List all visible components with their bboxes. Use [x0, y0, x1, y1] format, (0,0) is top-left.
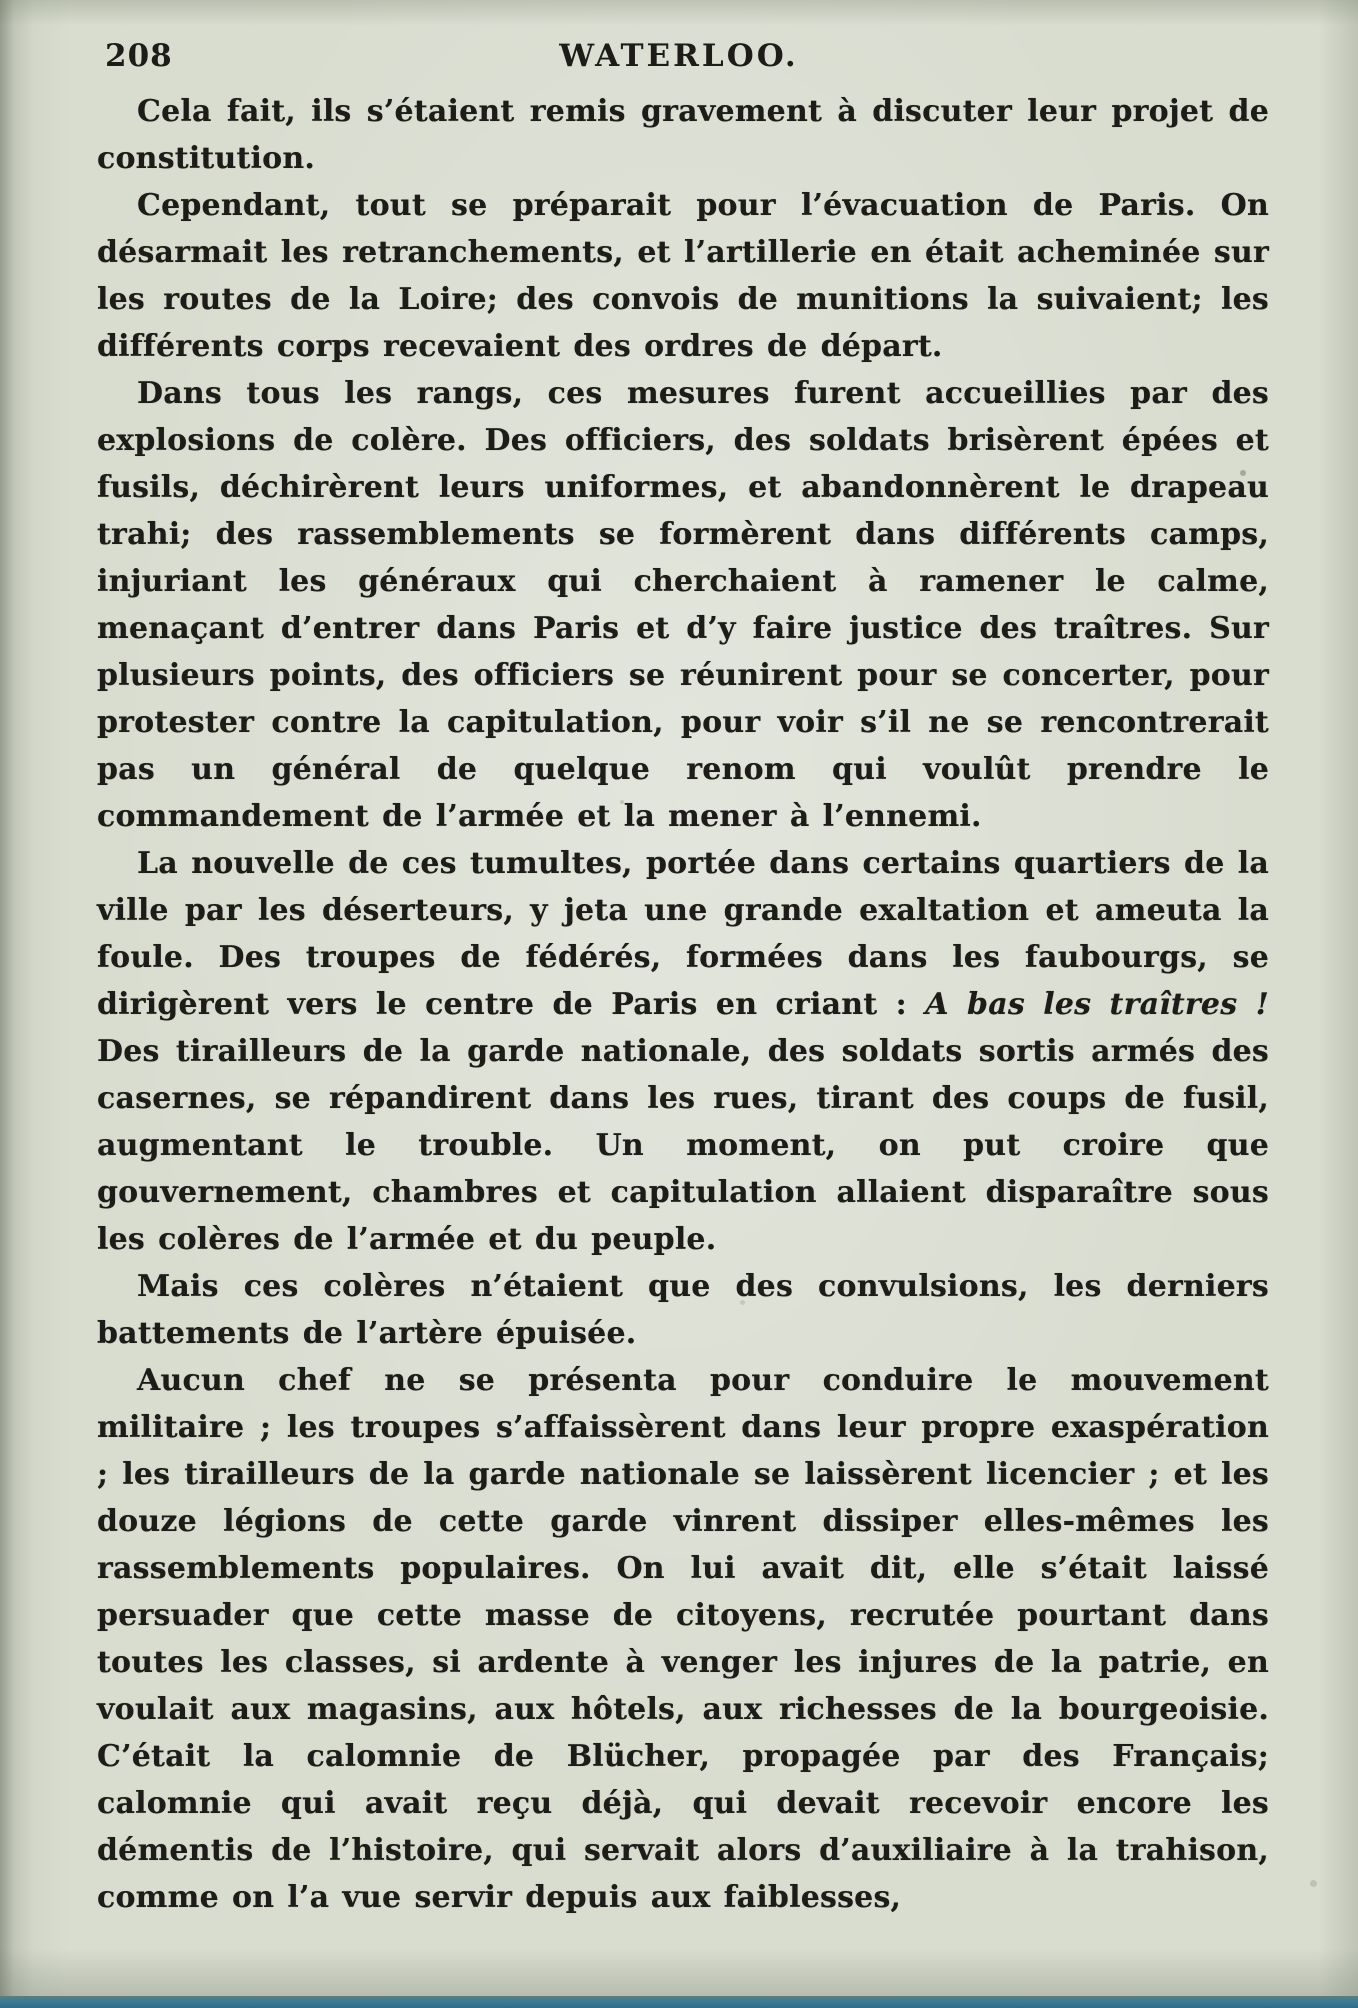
scan-edge: [0, 1996, 1358, 2008]
paragraph: Mais ces colères n’étaient que des convulsions, les derniers battements de l’artère épuisée.: [97, 1269, 1269, 1351]
page-text: [97, 88, 1269, 1921]
paragraph: Cela fait, ils s’étaient remis gravement à discuter leur projet de constitution.: [97, 94, 1269, 176]
scan-speck: [1310, 1880, 1317, 1887]
paragraph: Dans tous les rangs, ces mesures furent accueillies par des explosions de colère. Des officiers, des soldats brisèrent épées et fusils, déchirèrent leurs uniformes, et abandonnèrent le drapeau trahi; des rassemblements se formèrent dans différents camps, injuriant les généraux qui cherchaient à ramener le calme, menaçant d’entrer dans Paris et d’y faire justice des traîtres. Sur plusieurs points, des officiers se réunirent pour se concerter, pour protester contre la capitulation, pour voir s’il ne se rencontrerait pas un général de quelque renom qui voulût prendre le commandement de l’armée et la mener à l’ennemi.: [97, 376, 1269, 834]
scan-speck: [1240, 470, 1246, 476]
paragraph: Cependant, tout se préparait pour l’évacuation de Paris. On désarmait les retranchements, et l’artillerie en était acheminée sur les routes de la Loire; des convois de munitions la suivaient; les différents corps recevaient des ordres de départ.: [97, 188, 1269, 364]
italic-exclamation: A bas les traîtres !: [925, 987, 1269, 1022]
scan-speck: [620, 800, 624, 804]
scan-speck: [740, 1300, 745, 1305]
paragraph-text: Des tirailleurs de la garde nationale, des soldats sortis armés des casernes, se répandirent dans les rues, tirant des coups de fusil, augmentant le trouble. Un moment, on put croire que gouvernement, chambres et capitulation allaient disparaître sous les colères de l’armée et du peuple.: [97, 1034, 1269, 1257]
running-title: WATERLOO.: [559, 38, 799, 74]
paragraph-text: La nouvelle de ces tumultes, portée dans certains quartiers de la ville par les déserteurs, y jeta une grande exaltation et ameuta la foule. Des troupes de fédérés, formées dans les faubourgs, se dirigèrent vers le centre de Paris en criant :: [97, 846, 1269, 1022]
paragraph: [97, 840, 1269, 1263]
page-number: 208: [105, 38, 173, 74]
paragraph: Aucun chef ne se présenta pour conduire le mouvement militaire ; les troupes s’affaissèrent dans leur propre exaspération ; les tirailleurs de la garde nationale se laissèrent licencier ; et les douze légions de cette garde vinrent dissiper elles-mêmes les rassemblements populaires. On lui avait dit, elle s’était laissé persuader que cette masse de citoyens, recrutée pourtant dans toutes les classes, si ardente à venger les injures de la patrie, en voulait aux magasins, aux hôtels, aux richesses de la bourgeoisie. C’était la calomnie de Blücher, propagée par des Français; calomnie qui avait reçu déjà, qui devait recevoir encore les démentis de l’histoire, qui servait alors d’auxiliaire à la trahison, comme on l’a vue servir depuis aux faiblesses,: [97, 1363, 1269, 1915]
page-header: [95, 38, 1263, 78]
